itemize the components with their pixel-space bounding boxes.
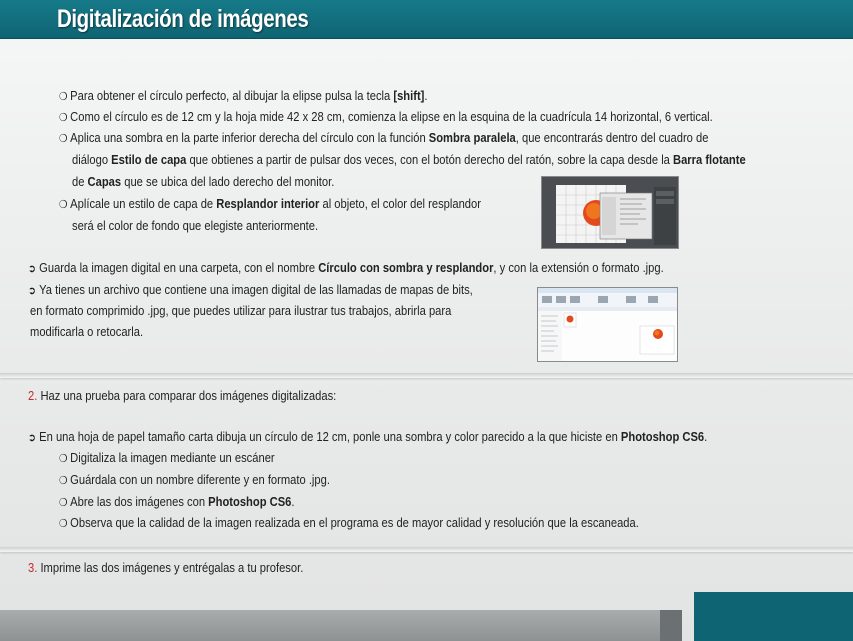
list-item-continuation: será el color de fondo que elegiste anteriormente. xyxy=(72,218,319,233)
circle-bullet-icon: ❍ xyxy=(59,475,68,487)
arrow-item-continuation: modificarla o retocarla. xyxy=(30,324,144,339)
arrow-bullet-icon: ➲ xyxy=(28,432,36,444)
circle-bullet-icon: ❍ xyxy=(59,453,68,465)
list-item-continuation: de Capas que se ubica del lado derecho del monitor. xyxy=(72,174,335,189)
list-item: ❍ Aplícale un estilo de capa de Resplandor interior al objeto, el color del resplandor xyxy=(59,196,481,211)
list-item: ❍ Aplica una sombra en la parte inferior derecha del círculo con la función Sombra paralela, que encontrarás dentro del cuadro de xyxy=(59,130,709,145)
arrow-item: ➲ Ya tienes un archivo que contiene una imagen digital de las llamadas de mapas de bits, xyxy=(28,282,473,297)
list-item: ❍ Como el círculo es de 12 cm y la hoja mide 42 x 28 cm, comienza la elipse en la esquina de la cuadrícula 14 horizontal, 6 vertical. xyxy=(59,109,713,124)
circle-bullet-icon: ❍ xyxy=(59,199,68,211)
section-2-heading: 2. Haz una prueba para comparar dos imágenes digitalizadas: xyxy=(28,388,337,403)
arrow-item: ➲ En una hoja de papel tamaño carta dibuja un círculo de 12 cm, ponle una sombra y color parecido a la que hiciste en Photoshop CS6. xyxy=(28,429,708,444)
list-item: ❍ Digitaliza la imagen mediante un escáner xyxy=(59,450,275,465)
title-bar xyxy=(0,0,853,39)
section-divider xyxy=(0,373,853,378)
circle-bullet-icon: ❍ xyxy=(59,518,68,530)
file-explorer-screenshot-image xyxy=(537,287,678,362)
list-item: ❍ Guárdala con un nombre diferente y en formato .jpg. xyxy=(59,472,330,487)
section-divider xyxy=(0,547,853,552)
arrow-item: ➲ Guarda la imagen digital en una carpeta, con el nombre Círculo con sombra y resplandor, y con la extensión o formato .jpg. xyxy=(28,260,664,275)
footer-band xyxy=(0,610,680,641)
photoshop-screenshot-graphic xyxy=(542,177,678,248)
footer-teal-block xyxy=(694,592,853,641)
page-title: Digitalización de imágenes xyxy=(57,5,309,33)
circle-bullet-icon: ❍ xyxy=(59,91,68,103)
circle-bullet-icon: ❍ xyxy=(59,112,68,124)
circle-bullet-icon: ❍ xyxy=(59,497,68,509)
file-explorer-screenshot-graphic xyxy=(538,288,677,361)
arrow-bullet-icon: ➲ xyxy=(28,285,36,297)
list-item: ❍ Abre las dos imágenes con Photoshop CS6. xyxy=(59,494,295,509)
photoshop-screenshot-image xyxy=(541,176,679,249)
list-item: ❍ Observa que la calidad de la imagen realizada en el programa es de mayor calidad y resolución que la escaneada. xyxy=(59,515,639,530)
list-item: ❍ Para obtener el círculo perfecto, al dibujar la elipse pulsa la tecla [shift]. xyxy=(59,88,428,103)
arrow-bullet-icon: ➲ xyxy=(28,263,36,275)
circle-bullet-icon: ❍ xyxy=(59,133,68,145)
footer-accent xyxy=(660,610,682,641)
arrow-item-continuation: en formato comprimido .jpg, que puedes utilizar para ilustrar tus trabajos, abrirla para xyxy=(30,303,452,318)
list-item-continuation: diálogo Estilo de capa que obtienes a partir de pulsar dos veces, con el botón derecho del ratón, sobre la capa desde la Barra flotante xyxy=(72,152,746,167)
section-3-heading: 3. Imprime las dos imágenes y entrégalas a tu profesor. xyxy=(28,560,304,575)
